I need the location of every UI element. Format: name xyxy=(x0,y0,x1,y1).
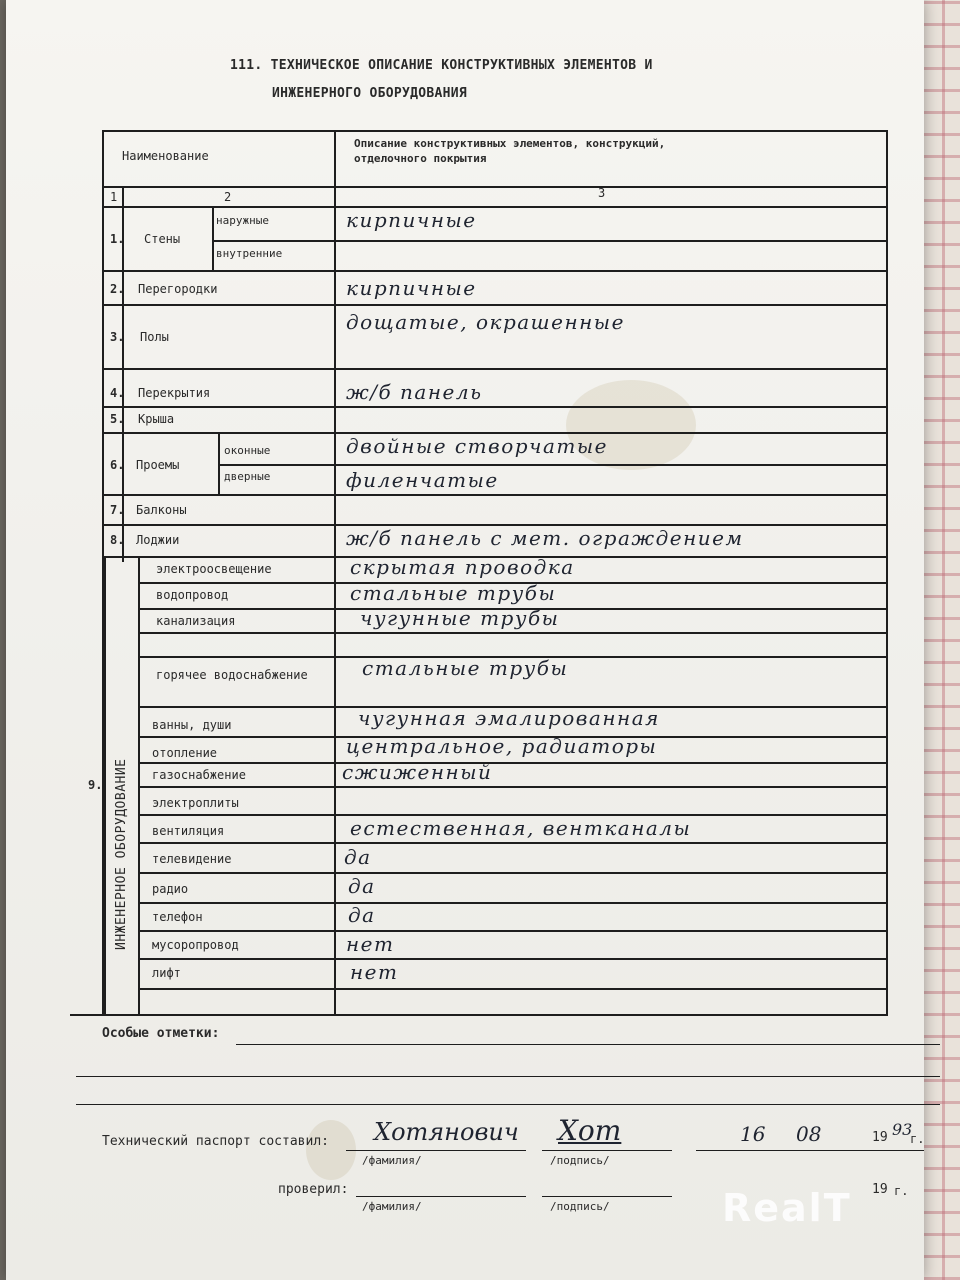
row-label-ceilings: Перекрытия xyxy=(138,386,211,400)
value-partitions: кирпичные xyxy=(346,276,477,300)
surname-line xyxy=(346,1150,526,1151)
signature-line xyxy=(542,1150,672,1151)
surname-caption-2: /фамилия/ xyxy=(362,1200,422,1213)
row-sub-windows: оконные xyxy=(224,444,271,457)
row-sub-internal: внутренние xyxy=(216,247,283,260)
section-title-line2: ИНЖЕНЕРНОГО ОБОРУДОВАНИЯ xyxy=(272,86,468,101)
row-label-floors: Полы xyxy=(140,330,169,344)
col-number-3: 3 xyxy=(598,186,606,200)
eng-row-line xyxy=(138,930,888,932)
eng-value-lighting: скрытая проводка xyxy=(350,555,575,579)
row-label-loggias: Лоджии xyxy=(136,533,180,547)
notes-line xyxy=(76,1076,940,1077)
eng-row-line xyxy=(138,902,888,904)
row-num: 8. xyxy=(110,533,125,547)
eng-label-lighting: электроосвещение xyxy=(156,562,272,576)
row-label-walls: Стены xyxy=(144,232,181,246)
row-num: 4. xyxy=(110,386,125,400)
eng-row-line xyxy=(138,842,888,844)
sub-column-line xyxy=(218,432,220,494)
surname-caption: /фамилия/ xyxy=(362,1154,422,1167)
row-num: 2. xyxy=(110,282,125,296)
header-divider xyxy=(102,186,888,188)
col-number-divider xyxy=(102,206,888,208)
value-walls-external: кирпичные xyxy=(346,208,477,232)
checked-label: проверил: xyxy=(278,1182,349,1197)
row-line xyxy=(102,494,888,496)
col-number-2: 2 xyxy=(224,190,232,204)
eng-value-hot-water: стальные трубы xyxy=(362,656,569,680)
notes-label: Особые отметки: xyxy=(102,1026,220,1041)
value-ceilings: ж/б панель xyxy=(346,380,483,404)
notes-line xyxy=(76,1104,940,1105)
eng-value-gas: сжиженный xyxy=(342,760,493,784)
eng-label-phone: телефон xyxy=(152,910,203,924)
row-line xyxy=(102,368,888,370)
eng-value-elevator: нет xyxy=(350,960,399,984)
checked-signature-line xyxy=(542,1196,672,1197)
row-sub-external: наружные xyxy=(216,214,269,227)
compiled-label: Технический паспорт составил: xyxy=(102,1134,329,1149)
checked-year: 19 xyxy=(872,1182,888,1197)
eng-value-sewer: чугунные трубы xyxy=(360,606,560,630)
eng-value-phone: да xyxy=(348,903,376,927)
row-line xyxy=(102,406,888,408)
eng-label-elevator: лифт xyxy=(152,966,181,980)
eng-value-tv: да xyxy=(344,845,372,869)
header-desc-line1: Описание конструктивных элементов, конструкций, xyxy=(354,137,666,150)
eng-label-electric-stoves: электроплиты xyxy=(152,796,239,810)
header-desc-line2: отделочного покрытия xyxy=(354,152,487,165)
passport-page xyxy=(6,0,924,1280)
eng-label-tv: телевидение xyxy=(152,852,232,866)
compiled-month: 08 xyxy=(796,1122,822,1146)
eng-value-baths: чугунная эмалированная xyxy=(358,706,660,730)
row-label-openings: Проемы xyxy=(136,458,180,472)
header-name: Наименование xyxy=(122,149,209,163)
section-title-line1: 111. ТЕХНИЧЕСКОЕ ОПИСАНИЕ КОНСТРУКТИВНЫХ ЭЛЕМЕНТОВ И xyxy=(230,58,653,73)
value-doors: филенчатые xyxy=(346,468,499,492)
eng-value-radio: да xyxy=(348,874,376,898)
engineering-left-line xyxy=(104,556,106,1016)
eng-label-heating: отопление xyxy=(152,746,218,760)
eng-value-heating: центральное, радиаторы xyxy=(346,734,658,758)
row-label-balconies: Балконы xyxy=(136,503,187,517)
eng-row-line xyxy=(138,632,888,634)
eng-label-garbage-chute: мусоропровод xyxy=(152,938,239,952)
signature-caption-2: /подпись/ xyxy=(550,1200,610,1213)
column-divider-value xyxy=(334,130,336,1016)
eng-label-hot-water: горячее водоснабжение xyxy=(156,668,308,682)
table-border-bottom xyxy=(70,1014,888,1016)
row-line xyxy=(102,304,888,306)
eng-row-line xyxy=(138,872,888,874)
eng-value-ventilation: естественная, вентканалы xyxy=(350,816,692,840)
compiled-year-prefix: 19 xyxy=(872,1130,888,1145)
engineering-group-label: ИНЖЕНЕРНОЕ ОБОРУДОВАНИЕ xyxy=(114,758,129,950)
sub-row-line xyxy=(212,240,888,242)
compiled-year-suffix: 93 xyxy=(892,1120,913,1139)
eng-label-water: водопровод xyxy=(156,588,229,602)
eng-label-gas: газоснабжение xyxy=(152,768,246,782)
sub-column-line xyxy=(212,206,214,270)
eng-row-line xyxy=(138,958,888,960)
row-label-roof: Крыша xyxy=(138,412,175,426)
row-num: 7. xyxy=(110,503,125,517)
eng-value-water: стальные трубы xyxy=(350,581,557,605)
tablecloth-background xyxy=(920,0,960,1280)
eng-label-baths: ванны, души xyxy=(152,718,232,732)
compiled-year-g: г. xyxy=(910,1132,925,1146)
sub-row-line xyxy=(218,464,888,466)
eng-value-garbage-chute: нет xyxy=(346,932,395,956)
eng-label-radio: радио xyxy=(152,882,189,896)
signature-caption: /подпись/ xyxy=(550,1154,610,1167)
notes-line xyxy=(236,1044,940,1045)
table-border-right xyxy=(886,130,888,1016)
compiled-surname: Хотянович xyxy=(374,1118,519,1146)
row-num: 5. xyxy=(110,412,125,426)
col-number-1: 1 xyxy=(110,190,118,204)
eng-label-ventilation: вентиляция xyxy=(152,824,225,838)
value-windows: двойные створчатые xyxy=(346,434,608,458)
row-num: 6. xyxy=(110,458,125,472)
checked-surname-line xyxy=(356,1196,526,1197)
row-sub-doors: дверные xyxy=(224,470,271,483)
checked-year-g: г. xyxy=(894,1184,909,1198)
date-line xyxy=(696,1150,924,1151)
eng-row-line xyxy=(138,988,888,990)
realt-watermark: RealT xyxy=(722,1186,852,1230)
value-loggias: ж/б панель с мет. ограждением xyxy=(346,526,744,550)
compiled-day: 16 xyxy=(740,1122,766,1146)
value-floors: дощатые, окрашенные xyxy=(346,310,625,334)
row-num: 3. xyxy=(110,330,125,344)
eng-label-sewer: канализация xyxy=(156,614,236,628)
eng-row-line xyxy=(138,786,888,788)
row-label-partitions: Перегородки xyxy=(138,282,218,296)
table-border-top xyxy=(102,130,888,132)
row-num: 1. xyxy=(110,232,125,246)
row-num: 9. xyxy=(88,778,103,792)
eng-row-line xyxy=(138,762,888,764)
row-line xyxy=(102,270,888,272)
compiled-signature: Хот xyxy=(558,1114,622,1147)
